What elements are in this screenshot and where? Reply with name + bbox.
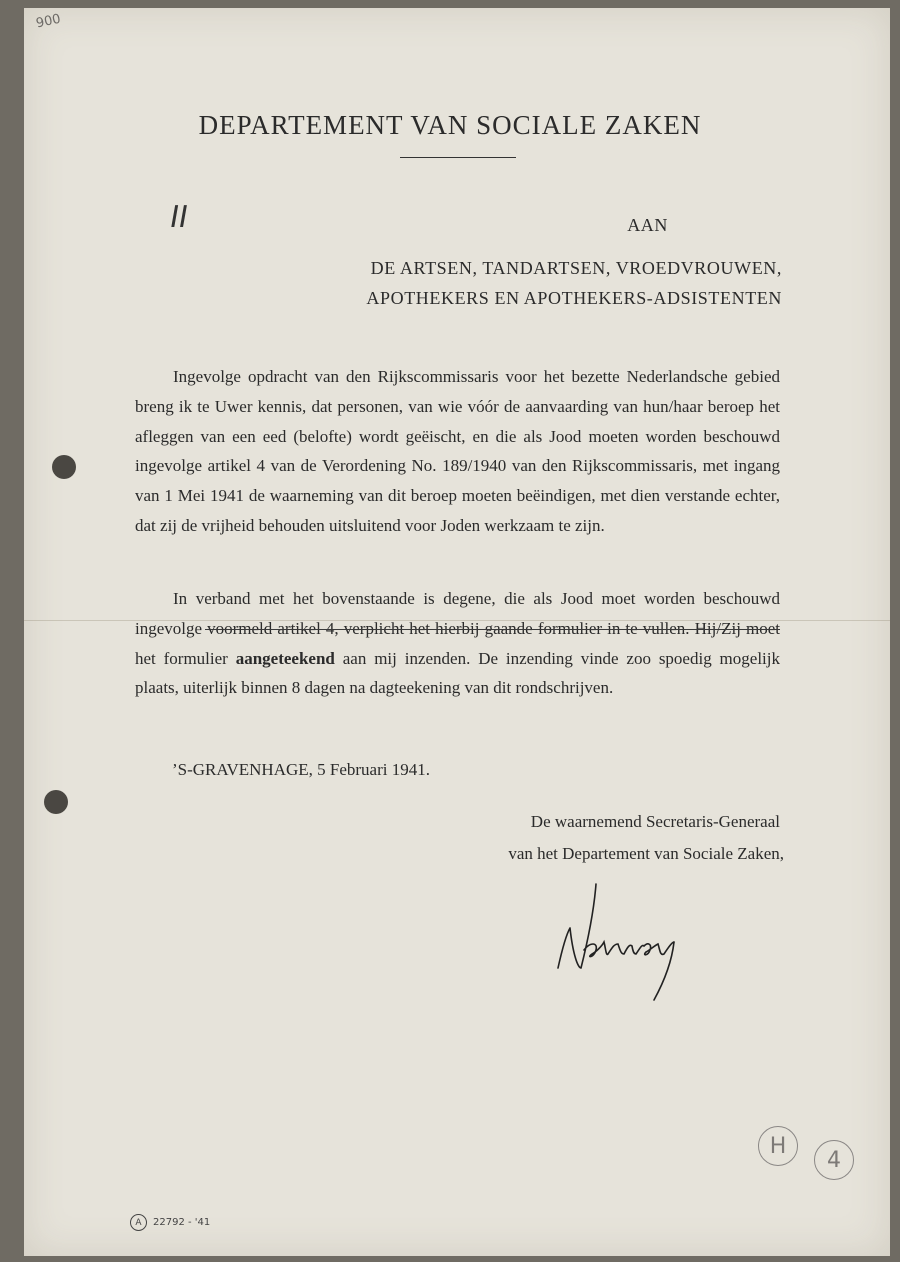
signatory-title-1: De waarnemend Secretaris-Generaal — [530, 812, 780, 831]
recipient-aan: AAN — [627, 215, 668, 235]
paragraph-2-block — [135, 584, 780, 703]
paragraph-1-block — [135, 362, 780, 541]
paragraph-2-part-1: In verband met het bovenstaande is degene, die als Jood moet worden beschouwd ingevolge voormeld artikel 4, verplicht het hierbij gaande formulier in te vullen. Hij/Zij moet het formulier — [135, 589, 780, 668]
recipient-line-2: APOTHEKERS EN APOTHEKERS-ADSISTENTEN — [366, 288, 782, 308]
printer-code: 22792 - '41 — [153, 1217, 211, 1228]
punch-hole — [44, 790, 68, 814]
paragraph-2-part-2: aan mij inzenden. De inzending vinde zoo spoedig mogelijk plaats, uiterlijk binnen 8 dagen na dagteekening van dit rondschrijven. — [135, 648, 781, 698]
paragraph-1: Ingevolge opdracht van den Rijkscommissaris voor het bezette Nederlandsche gebied breng ik te Uwer kennis, dat personen, van wie vóór de aanvaarding van hun/haar beroep het afleggen van een eed (belofte) wordt geëischt, en die als Jood moeten worden beschouwd ingevolge artikel 4 van de Verordening No. 189/1940 van den Rijkscommissaris, met ingang van 1 Mei 1941 de waarneming van dit beroep moeten beëindigen, met dien verstande echter, dat zij de vrijheid behouden uitsluitend voor Joden werkzaam te zijn. — [135, 367, 780, 535]
printer-logo-icon: A — [130, 1214, 147, 1231]
handwritten-signature — [548, 880, 688, 1005]
handwritten-mark: II — [166, 200, 191, 235]
punch-hole — [52, 455, 76, 479]
archive-mark-1: H — [758, 1126, 798, 1166]
paragraph-2 — [135, 584, 780, 703]
signature-name — [560, 920, 561, 921]
title-underline — [400, 157, 516, 158]
department-title: DEPARTEMENT VAN SOCIALE ZAKEN — [198, 110, 702, 140]
pencil-note: 900 — [34, 11, 63, 32]
paragraph-2-emphasis: aangeteekend — [235, 648, 335, 668]
signatory-title-2: van het Departement van Sociale Zaken, — [508, 844, 784, 863]
strikethrough-line — [205, 629, 780, 630]
recipient-line-1: DE ARTSEN, TANDARTSEN, VROEDVROUWEN, — [370, 258, 782, 278]
printer-mark — [130, 1214, 210, 1231]
archive-mark-2: 4 — [814, 1140, 854, 1180]
place-and-date: ’S-GRAVENHAGE, 5 Februari 1941. — [172, 760, 430, 779]
